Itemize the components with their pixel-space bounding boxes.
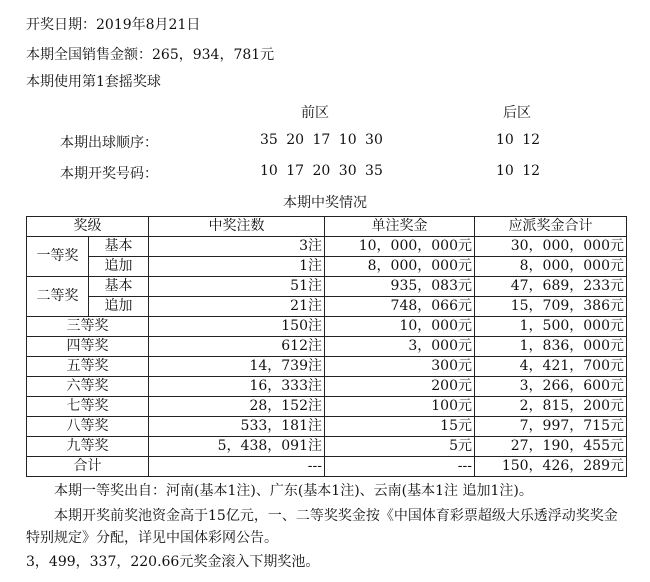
table-row <box>27 337 627 357</box>
tier7-prize: 100元 <box>325 397 475 417</box>
table-row <box>27 437 627 457</box>
tier3-count: 150注 <box>149 317 325 337</box>
tier9-prize: 5元 <box>325 437 475 457</box>
tier8-name: 八等奖 <box>27 417 149 437</box>
tier1-extra-total: 8，000，000元 <box>475 257 627 277</box>
table-row <box>27 417 627 437</box>
tier1-extra-count: 1注 <box>149 257 325 277</box>
tier1-extra-label: 追加 <box>89 257 149 277</box>
ball-set: 本期使用第1套摇奖球 <box>26 74 161 90</box>
tier2-basic-total: 47，689，233元 <box>475 277 627 297</box>
tier4-count: 612注 <box>149 337 325 357</box>
sum-total: 150，426，289元 <box>475 457 627 477</box>
tier4-name: 四等奖 <box>27 337 149 357</box>
tier7-name: 七等奖 <box>27 397 149 417</box>
table-row <box>27 257 627 277</box>
tier1-basic-count: 3注 <box>149 237 325 257</box>
order-back: 10 12 <box>496 132 541 148</box>
numbers-label: 本期开奖号码： <box>60 166 158 182</box>
table-row <box>27 277 627 297</box>
tier9-count: 5，438，091注 <box>149 437 325 457</box>
table-row <box>27 357 627 377</box>
numbers-back: 10 12 <box>496 163 541 179</box>
tier3-prize: 10，000元 <box>325 317 475 337</box>
tier2-extra-prize: 748，066元 <box>325 297 475 317</box>
tier5-prize: 300元 <box>325 357 475 377</box>
tier9-name: 九等奖 <box>27 437 149 457</box>
tier8-prize: 15元 <box>325 417 475 437</box>
numbers-front: 10 17 20 30 35 <box>260 163 383 179</box>
tier5-total: 4，421，700元 <box>475 357 627 377</box>
tier5-count: 14，739注 <box>149 357 325 377</box>
tier7-total: 2，815，200元 <box>475 397 627 417</box>
tier3-total: 1，500，000元 <box>475 317 627 337</box>
order-label: 本期出球顺序： <box>60 135 158 151</box>
tier8-count: 533，181注 <box>149 417 325 437</box>
table-row <box>27 397 627 417</box>
tier2-extra-label: 追加 <box>89 297 149 317</box>
table-row <box>27 297 627 317</box>
header-prize: 单注奖金 <box>325 217 475 237</box>
tier2-extra-count: 21注 <box>149 297 325 317</box>
sum-count: --- <box>149 457 325 477</box>
tier1-extra-prize: 8，000，000元 <box>325 257 475 277</box>
tier6-name: 六等奖 <box>27 377 149 397</box>
table-row <box>27 317 627 337</box>
tier1-basic-label: 基本 <box>89 237 149 257</box>
sales-amount: 本期全国销售金额：265，934，781元 <box>26 47 275 63</box>
tier9-total: 27，190，455元 <box>475 437 627 457</box>
tier2-name: 二等奖 <box>27 277 89 317</box>
winner-regions: 本期一等奖出自：河南(基本1注)、广东(基本1注)、云南(基本1注 追加1注)。 <box>54 483 533 499</box>
tier6-count: 16，333注 <box>149 377 325 397</box>
tier2-extra-total: 15，709，386元 <box>475 297 627 317</box>
tier2-basic-count: 51注 <box>149 277 325 297</box>
sum-name: 合计 <box>27 457 149 477</box>
table-sum-row <box>27 457 627 477</box>
allocation-rule: 本期开奖前奖池资金高于15亿元，一、二等奖奖金按《中国体育彩票超级大乐透浮动奖奖金特别规定》分配，详见中国体彩网公告。 <box>26 508 618 546</box>
tier2-basic-label: 基本 <box>89 277 149 297</box>
table-row <box>27 237 627 257</box>
prize-table <box>26 216 627 477</box>
header-level: 奖级 <box>27 217 149 237</box>
table-row <box>27 377 627 397</box>
header-total: 应派奖金合计 <box>475 217 627 237</box>
tier7-count: 28，152注 <box>149 397 325 417</box>
header-count: 中奖注数 <box>149 217 325 237</box>
table-header-row <box>27 217 627 237</box>
tier3-name: 三等奖 <box>27 317 149 337</box>
sum-prize: --- <box>325 457 475 477</box>
tier1-basic-prize: 10，000，000元 <box>325 237 475 257</box>
back-zone-label: 后区 <box>503 105 531 121</box>
tier4-prize: 3，000元 <box>325 337 475 357</box>
tier5-name: 五等奖 <box>27 357 149 377</box>
rollover-pool: 3，499，337，220.66元奖金滚入下期奖池。 <box>26 554 320 570</box>
tier6-total: 3，266，600元 <box>475 377 627 397</box>
tier1-basic-total: 30，000，000元 <box>475 237 627 257</box>
tier8-total: 7，997，715元 <box>475 417 627 437</box>
tier6-prize: 200元 <box>325 377 475 397</box>
front-zone-label: 前区 <box>301 105 329 121</box>
order-front: 35 20 17 10 30 <box>260 132 383 148</box>
tier2-basic-prize: 935，083元 <box>325 277 475 297</box>
draw-date: 开奖日期：2019年8月21日 <box>26 17 201 33</box>
tier4-total: 1，836，000元 <box>475 337 627 357</box>
prize-table-title: 本期中奖情况 <box>283 195 367 211</box>
tier1-name: 一等奖 <box>27 237 89 277</box>
